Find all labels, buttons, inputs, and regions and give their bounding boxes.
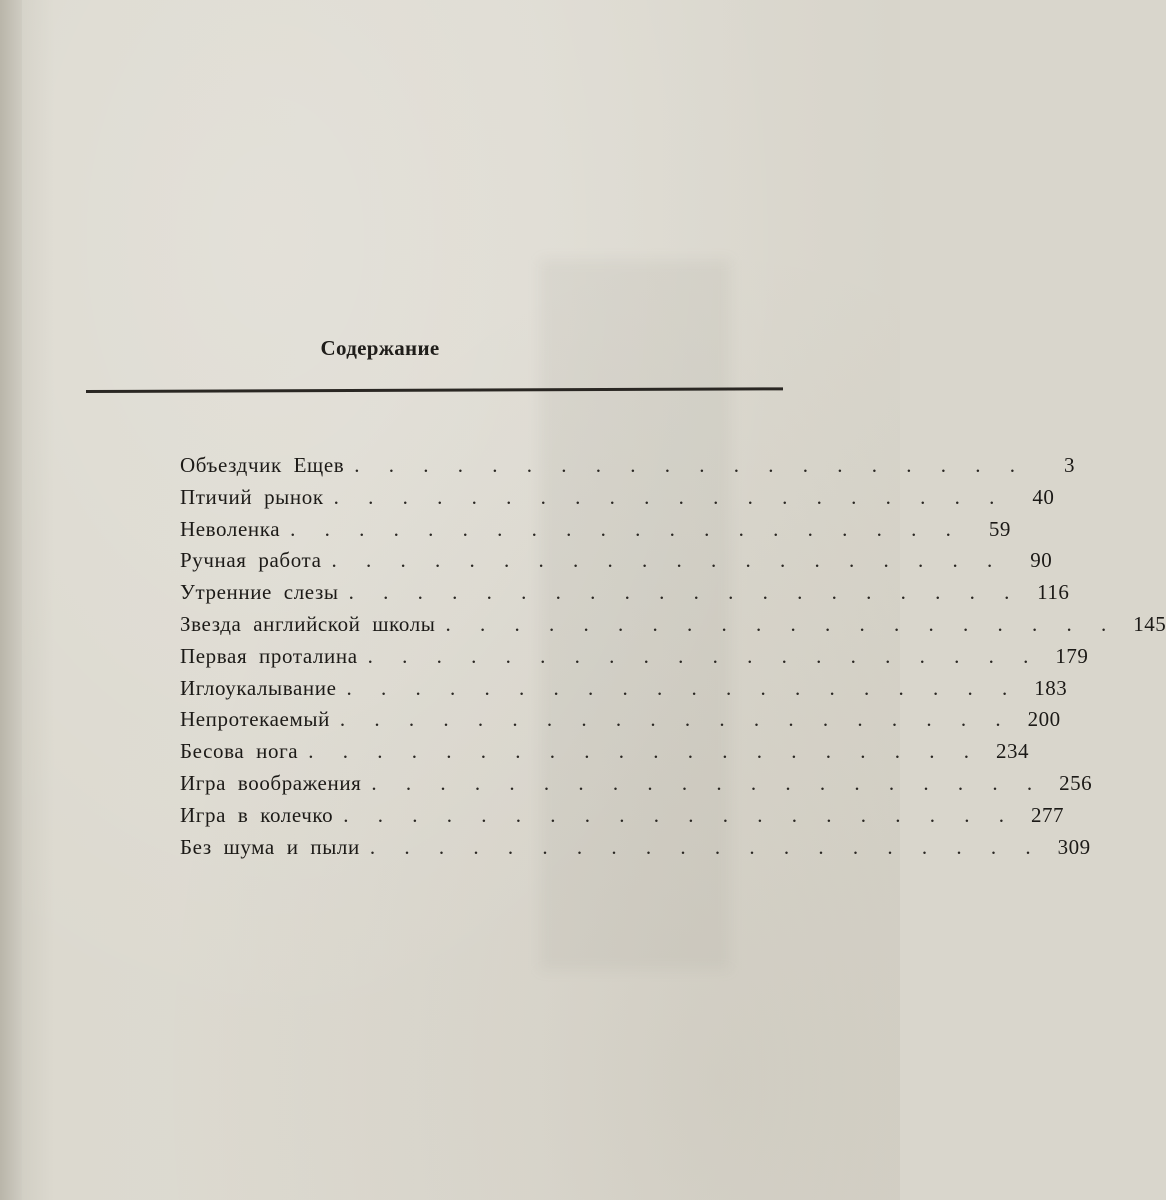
toc-dot-leader: . . . . . . . . . . . . . . . . . . . . bbox=[354, 453, 1028, 477]
toc-dot-leader: . . . . . . . . . . . . . . . . . . . . bbox=[333, 484, 1007, 509]
toc-page-number: 183 bbox=[1034, 675, 1068, 700]
toc-page-number: 3 bbox=[1064, 453, 1076, 477]
toc-page-number: 200 bbox=[1027, 707, 1061, 732]
toc-page-number: 90 bbox=[1030, 548, 1053, 573]
toc-page-number: 277 bbox=[1031, 802, 1064, 827]
toc-dot-leader: . . . . . . . . . . . . . . . . . . . . bbox=[343, 802, 1016, 827]
toc-page-number: 256 bbox=[1059, 770, 1093, 795]
toc-entry-title: Ручная работа bbox=[180, 548, 322, 573]
toc-page-number: 116 bbox=[1037, 580, 1070, 605]
page-title: Содержание bbox=[320, 336, 440, 360]
table-of-contents bbox=[180, 453, 1166, 866]
toc-entry-title: Бесова нога bbox=[180, 739, 299, 764]
toc-dot-leader: . . . . . . . . . . . . . . . . . . . . bbox=[371, 770, 1045, 795]
toc-dot-leader: . . . . . . . . . . . . . . . . . . . . bbox=[331, 548, 1005, 573]
toc-entry-title: Звезда английской школы bbox=[180, 611, 436, 636]
toc-dot-leader: . . . . . . . . . . . . . . . . . . . . bbox=[290, 516, 963, 541]
toc-entry bbox=[180, 739, 1029, 771]
toc-dot-leader: . . . . . . . . . . . . . . . . . . . . bbox=[339, 707, 1013, 732]
toc-entry bbox=[180, 611, 1166, 644]
toc-page-number: 40 bbox=[1032, 484, 1055, 509]
toc-entry bbox=[180, 516, 1011, 549]
toc-page-number: 179 bbox=[1055, 643, 1089, 668]
toc-entry bbox=[180, 548, 1053, 580]
toc-entry bbox=[180, 580, 1070, 612]
toc-page-number: 309 bbox=[1057, 834, 1091, 859]
toc-entry bbox=[180, 643, 1089, 676]
page-binding-edge bbox=[0, 0, 22, 1200]
toc-page-number: 145 bbox=[1133, 611, 1166, 636]
toc-entry bbox=[180, 707, 1061, 739]
toc-dot-leader: . . . . . . . . . . . . . . . . . . . . bbox=[367, 643, 1041, 668]
toc-entry bbox=[180, 802, 1064, 835]
toc-page-number: 234 bbox=[995, 739, 1029, 764]
toc-entry-title: Птичий рынок bbox=[180, 484, 324, 509]
toc-entry bbox=[180, 834, 1091, 867]
toc-entry bbox=[180, 484, 1055, 517]
toc-entry-title: Неволенка bbox=[180, 516, 281, 541]
toc-dot-leader: . . . . . . . . . . . . . . . . . . . . bbox=[346, 675, 1020, 700]
toc-entry-title: Иглоукалывание bbox=[180, 675, 337, 700]
toc-entry bbox=[180, 770, 1093, 803]
toc-page-number: 59 bbox=[988, 516, 1011, 541]
toc-dot-leader: . . . . . . . . . . . . . . . . . . . . bbox=[308, 739, 981, 764]
toc-entry bbox=[180, 675, 1068, 708]
toc-dot-leader: . . . . . . . . . . . . . . . . . . . . bbox=[348, 580, 1022, 605]
toc-entry-title: Непротекаемый bbox=[180, 707, 330, 732]
toc-entry-title: Игра воображения bbox=[180, 770, 362, 795]
toc-dot-leader: . . . . . . . . . . . . . . . . . . . . bbox=[369, 834, 1043, 859]
toc-entry-title: Утренние слезы bbox=[180, 580, 339, 605]
toc-entry-title: Игра в колечко bbox=[180, 802, 334, 827]
toc-entry-title: Без шума и пыли bbox=[180, 834, 360, 859]
toc-entry bbox=[180, 453, 1076, 485]
toc-dot-leader: . . . . . . . . . . . . . . . . . . . . bbox=[445, 611, 1119, 636]
toc-entry-title: Первая проталина bbox=[180, 643, 358, 668]
toc-entry-title: Объездчик Ещев bbox=[180, 453, 345, 477]
